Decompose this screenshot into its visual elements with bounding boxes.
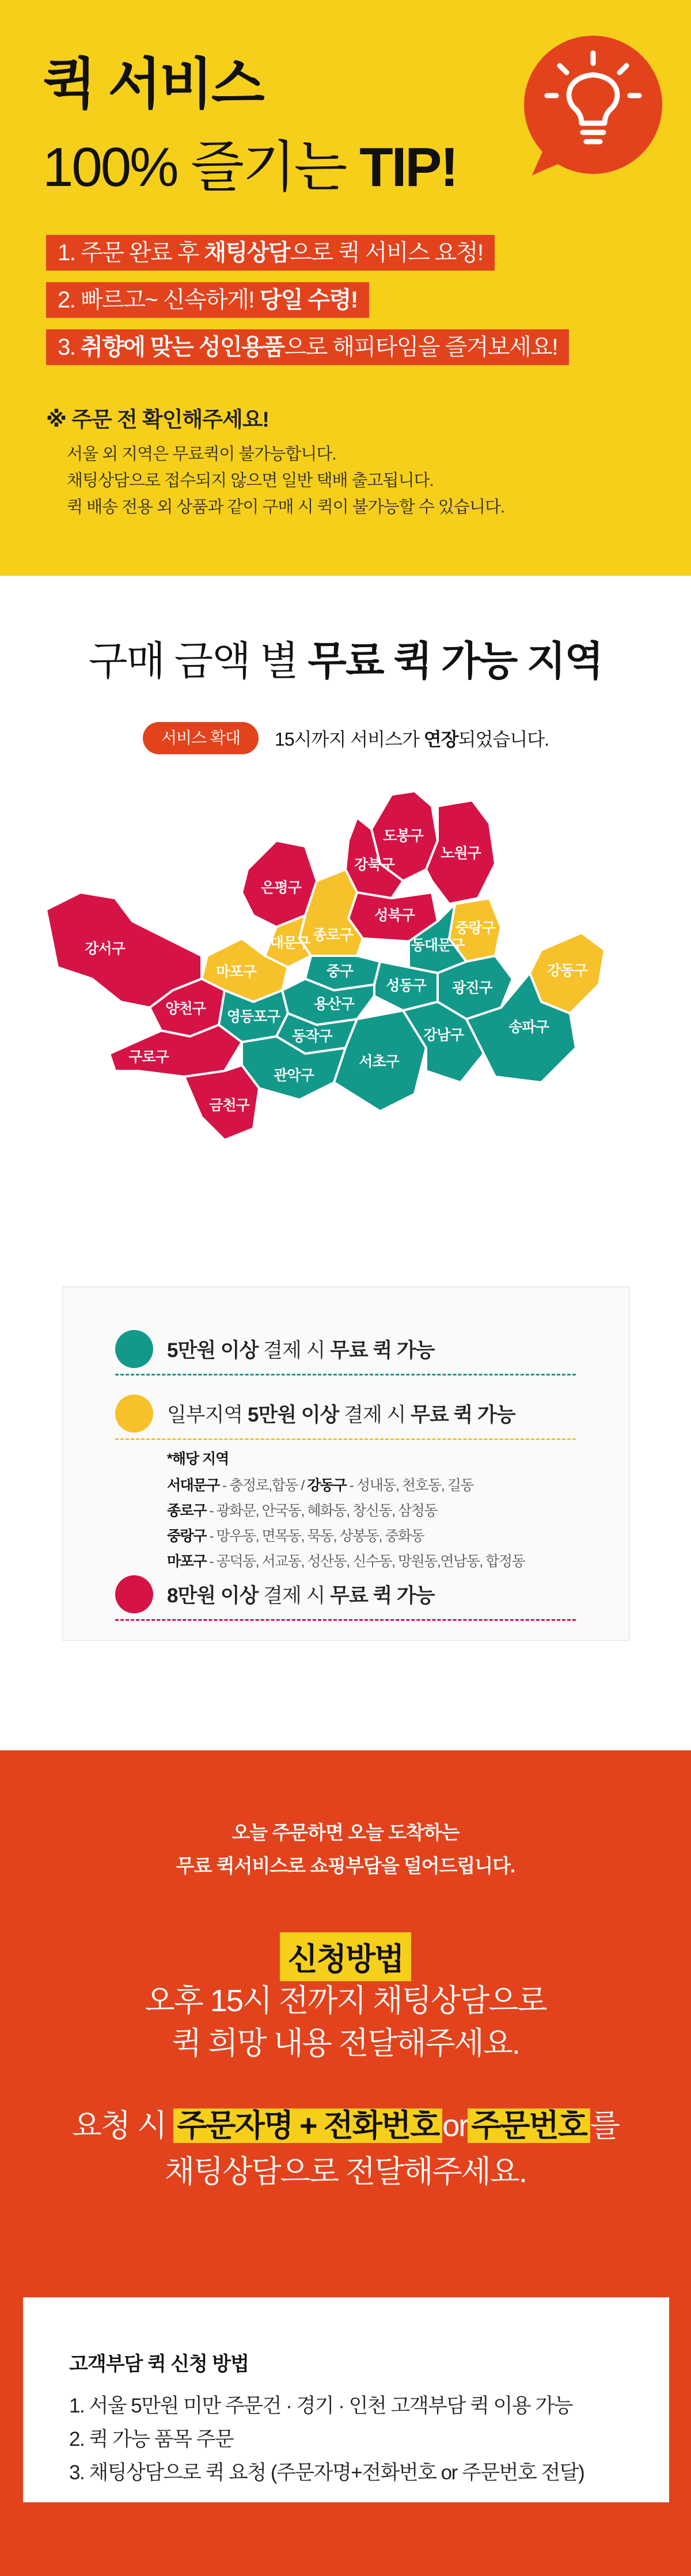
label-guro: 구로구 xyxy=(128,1049,169,1065)
price-legend xyxy=(62,1286,630,1641)
lightbulb-icon xyxy=(524,36,662,174)
label-seodaemun: 서대문구 xyxy=(256,935,310,951)
service-notice: 15시까지 서비스가 연장되었습니다. xyxy=(275,729,549,750)
box-step: 2. 퀵 가능 품목 주문 xyxy=(69,2428,234,2450)
tip-title-line1: 퀵 서비스 xyxy=(43,54,263,115)
label-gangseo: 강서구 xyxy=(85,941,125,957)
label-dobong: 도봉구 xyxy=(383,828,423,844)
label-yeongdeungpo: 영등포구 xyxy=(226,1009,280,1025)
notice-item: 채팅상담으로 접수되지 않으면 일반 택배 출고됩니다. xyxy=(67,472,434,490)
intro-line: 오늘 주문하면 오늘 도착하는 xyxy=(231,1822,460,1843)
legend-divider xyxy=(115,1619,576,1621)
label-dongdaemun: 동대문구 xyxy=(411,937,465,953)
apply-method-title: 신청방법 xyxy=(0,1932,691,1981)
label-yongsan: 용산구 xyxy=(314,996,354,1012)
map-title: 구매 금액 별 무료 퀵 가능 지역 xyxy=(88,639,603,683)
seoul-district-map xyxy=(35,783,633,1244)
label-mapo: 마포구 xyxy=(216,964,256,980)
label-yangcheon: 양천구 xyxy=(165,1001,206,1017)
teal-dot-icon xyxy=(115,1330,153,1368)
area-list-heading: *해당 지역 xyxy=(167,1451,229,1467)
notice-item: 퀵 배송 전용 외 상품과 같이 구매 시 퀵이 불가능할 수 있습니다. xyxy=(67,498,505,516)
legend-red xyxy=(115,1575,435,1613)
label-jungnang: 중랑구 xyxy=(455,920,495,936)
label-nowon: 노원구 xyxy=(441,845,481,861)
label-songpa: 송파구 xyxy=(508,1019,549,1035)
label-gwangjin: 광진구 xyxy=(452,980,492,996)
yellow-dot-icon xyxy=(115,1395,153,1433)
free-quick-map-section xyxy=(0,576,691,1750)
tip-line-2: 2. 빠르고~ 신속하게! 당일 수령! xyxy=(46,282,369,318)
intro-line: 무료 퀵서비스로 쇼핑부담을 덜어드립니다. xyxy=(176,1855,515,1876)
how-to-apply-section xyxy=(0,1750,691,2576)
legend-divider xyxy=(115,1374,576,1376)
area-row: 중랑구 - 망우동, 면목동, 묵동, 상봉동, 중화동 xyxy=(167,1528,424,1544)
box-steps xyxy=(69,2389,584,2490)
legend-red-text: 8만원 이상 결제 시 무료 퀵 가능 xyxy=(167,1585,435,1607)
highlight-phone: 전화번호 xyxy=(320,2108,443,2143)
label-seocho: 서초구 xyxy=(359,1054,399,1070)
area-row: 마포구 - 공덕동, 서교동, 성산동, 신수동, 망원동,연남동, 합정동 xyxy=(167,1553,525,1570)
customer-paid-quick-box xyxy=(23,2297,669,2502)
label-gangdong: 강동구 xyxy=(547,963,587,979)
label-gangbuk: 강북구 xyxy=(354,857,394,873)
label-dongjak: 동작구 xyxy=(292,1028,332,1044)
tip-title-bold: TIP! xyxy=(359,136,457,198)
legend-yellow xyxy=(115,1395,515,1433)
label-gangnam: 강남구 xyxy=(423,1027,464,1043)
label-jongno: 종로구 xyxy=(313,927,353,943)
box-title: 고객부담 퀵 신청 방법 xyxy=(69,2353,249,2375)
legend-yellow-text: 일부지역 5만원 이상 결제 시 무료 퀵 가능 xyxy=(167,1404,515,1426)
legend-teal xyxy=(115,1330,435,1368)
label-gwanak: 관악구 xyxy=(274,1067,314,1084)
tip-lines xyxy=(46,235,569,377)
label-seongbuk: 성북구 xyxy=(374,907,415,924)
box-step: 1. 서울 5만원 미만 주문건 · 경기 · 인천 고객부담 퀵 이용 가능 xyxy=(69,2395,572,2417)
notice-heading: ※ 주문 전 확인해주세요! xyxy=(46,408,269,431)
tip-title-plain: 100% 즐기는 xyxy=(43,136,360,198)
tip-line-3: 3. 취향에 맞는 성인용품으로 해피타임을 즐겨보세요! xyxy=(46,329,569,365)
label-jung: 중구 xyxy=(326,963,354,979)
label-seongdong: 성동구 xyxy=(386,978,426,994)
tip-title-line2 xyxy=(43,123,457,202)
quick-intro xyxy=(0,1816,691,1883)
area-row: 종로구 - 광화문, 안국동, 혜화동, 창신동, 삼청동 xyxy=(167,1503,437,1519)
apply-method-text: 오후 15시 전까지 채팅상담으로 퀵 희망 내용 전달해주세요. xyxy=(145,1984,546,2061)
tip-line-1: 1. 주문 완료 후 채팅상담으로 퀵 서비스 요청! xyxy=(46,235,495,271)
yellow-area-list xyxy=(167,1447,525,1574)
highlight-name: 주문자명 xyxy=(173,2108,296,2143)
notice-item: 서울 외 지역은 무료퀵이 불가능합니다. xyxy=(67,445,336,463)
notice-list xyxy=(46,441,504,520)
service-extension-row xyxy=(143,722,549,754)
tip-section xyxy=(0,0,691,576)
box-step: 3. 채팅상담으로 퀵 요청 (주문자명+전화번호 or 주문번호 전달) xyxy=(69,2461,584,2484)
legend-teal-text: 5만원 이상 결제 시 무료 퀵 가능 xyxy=(167,1339,435,1362)
label-geumcheon: 금천구 xyxy=(209,1097,249,1114)
label-eunpyeong: 은평구 xyxy=(261,880,301,896)
service-badge: 서비스 확대 xyxy=(143,722,259,754)
legend-divider xyxy=(115,1438,576,1440)
highlight-order-number: 주문번호 xyxy=(468,2108,590,2143)
red-dot-icon xyxy=(115,1575,153,1613)
request-info-text: 요청 시 주문자명 + 전화번호 or 주문번호 를 채팅상담으로 전달해주세요. xyxy=(71,2108,620,2189)
area-row: 서대문구 - 충정로,합동 / 강동구 - 성내동, 천호동, 길동 xyxy=(167,1477,474,1494)
order-notice xyxy=(46,402,504,520)
